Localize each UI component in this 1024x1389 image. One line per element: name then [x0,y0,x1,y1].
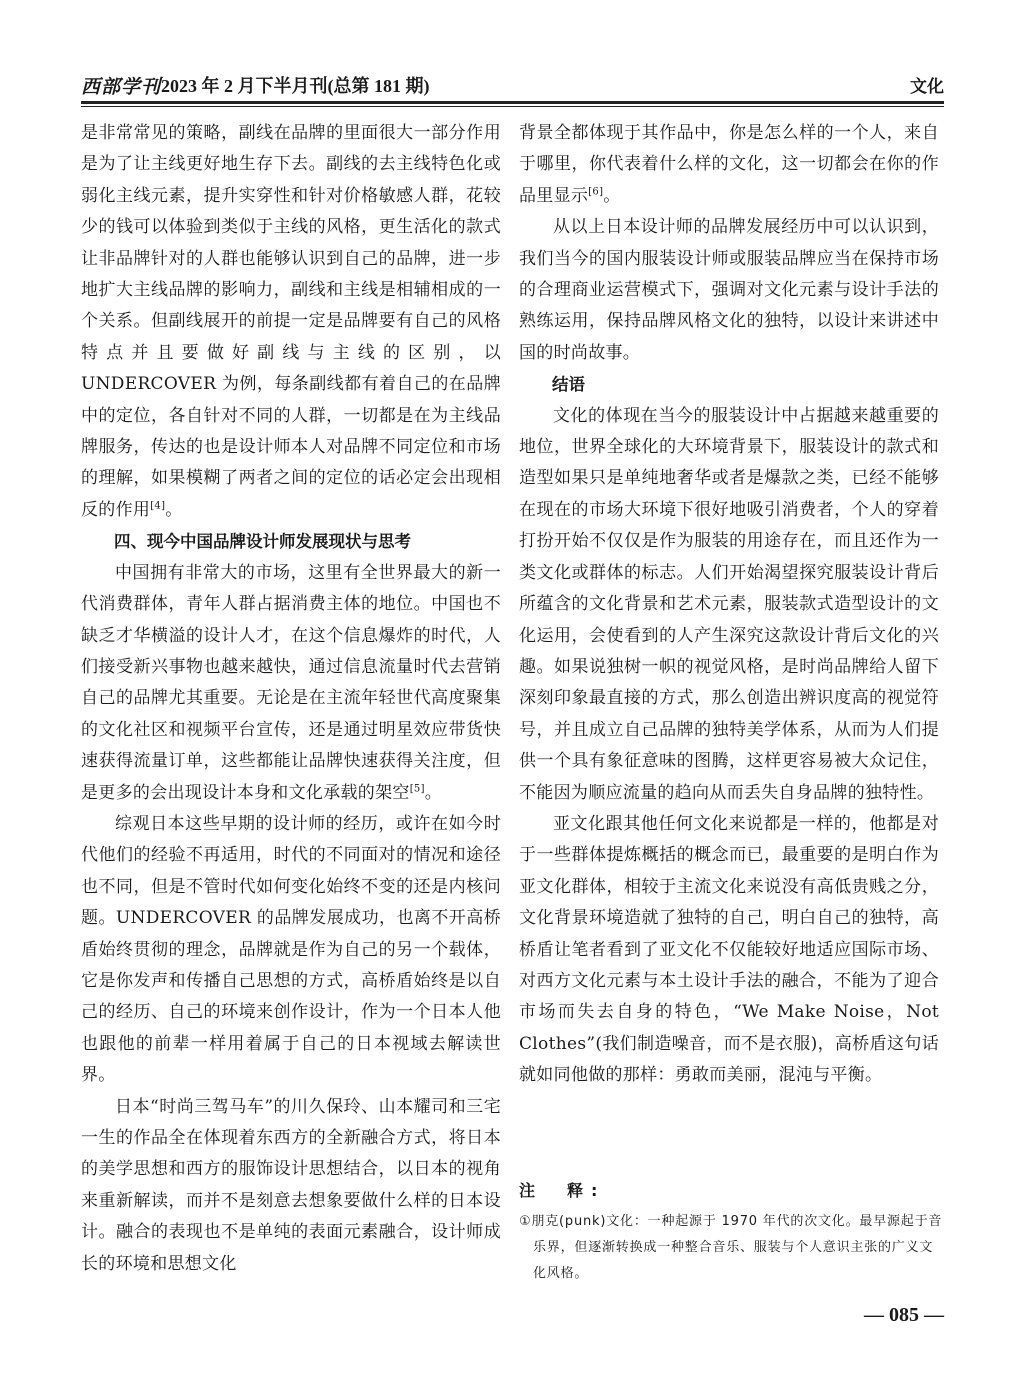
notes-section [519,1178,944,1287]
header-rule-thick [81,101,944,104]
issue-info: 2023 年 2 月下半月刊(总第 181 期) [161,76,430,96]
notes-title: 注 释: [519,1181,606,1200]
footnote: ①朋克(punk)文化：一种起源于 1970 年代的次文化。最早源起于音乐界，但逐渐转换成一种整合音乐、服装与个人意识主张的广义文化风格。 [519,1214,943,1281]
paragraph-text: 背景全都体现于其作品中，你是怎么样的一个人，来自于哪里，你代表着什么样的文化，这一切都会在你的作品里显示 [519,123,939,206]
paragraph: 综观日本这些早期的设计师的经历，或许在如今时代他们的经验不再适用，时代的不同面对的情况和途径也不同，但是不管时代如何变化始终不变的还是内核问题。UNDERCOVER 的品牌发展成功，也离不开高桥盾始终贯彻的理念，品牌就是作为自己的另一个载体，它是你发声和传播自己思想的方式，高桥盾始终是以自己的经历、自己的环境来创作设计，作为一个日本人他也跟他的前辈一样用着属于自己的日本视域去解读世界。 [81,813,501,1086]
section-heading: 四、现今中国品牌设计师发展现状与思考 [114,532,411,552]
paragraph-text: 中国拥有非常大的市场，这里有全世界最大的新一代消费群体，青年人群占据消费主体的地位。中国也不缺乏才华横溢的设计人才，在这个信息爆炸的时代，人们接受新兴事物也越来越快，通过信息流量时代去营销自己的品牌尤其重要。无论是在主流年轻世代高度聚集的文化社区和视频平台宣传，还是通过明星效应带货快速获得流量订单，这些都能让品牌快速获得关注度，但是更多的会出现设计本身和文化承载的架空 [81,562,501,803]
paragraph: 背景全都体现于其作品中，你是怎么样的一个人，来自于哪里，你代表着什么样的文化，这一切都会在你的作品里显示[6]。 [519,123,939,206]
header-rule-thin [81,106,944,107]
citation-ref: [5] [409,782,425,794]
paragraph: 文化的体现在当今的服装设计中占据越来越重要的地位，世界全球化的大环境背景下，服装设计的款式和造型如果只是单纯地奢华或者是爆款之类，已经不能够在现在的市场大环境下很好地吸引消费者，个人的穿着打扮开始不仅仅是作为服装的用途存在，而且还作为一类文化或群体的标志。人们开始渴望探究服装设计背后所蕴含的文化背景和艺术元素，服装款式造型设计的文化运用，会使看到的人产生深究这款设计背后文化的兴趣。如果说独树一帜的视觉风格，是时尚品牌给人留下深刻印象最直接的方式，那么创造出辨识度高的视觉符号，并且成立自己品牌的独特美学体系，从而为人们提供一个具有象征意味的图腾，这样更容易被大众记住，不能因为顺应流量的趋向从而丢失自身品牌的独特性。 [519,405,939,803]
paragraph: 亚文化跟其他任何文化来说都是一样的，他都是对于一些群体提炼概括的概念而已，最重要的是明白作为亚文化群体，相较于主流文化来说没有高低贵贱之分，文化背景环境造就了独特的自己，明白自己的独特，高桥盾让笔者看到了亚文化不仅能较好地适应国际市场、对西方文化元素与本土设计手法的融合，不能为了迎合市场而失去自身的特色，“We Make Noise，Not Clothes”(我们制造噪音，而不是衣服)，高桥盾这句话就如同他做的那样：勇敢而美丽，混沌与平衡。 [519,813,939,1086]
journal-logo: 西部学刊 [81,76,162,98]
paragraph: 是非常常见的策略，副线在品牌的里面很大一部分作用是为了让主线更好地生存下去。副线的去主线特色化或弱化主线元素，提升实穿性和针对价格敏感人群，花较少的钱可以体验到类似于主线的风格，更生活化的款式让非品牌针对的人群也能够认识到自己的品牌，进一步地扩大主线品牌的影响力，副线和主线是相辅相成的一个关系。但副线展开的前提一定是品牌要有自己的风格特点并且要做好副线与主线的区别，以 UNDERCOVER 为例，每条副线都有着自己的在品牌中的定位，各自针对不同的人群，一切都是在为主线品牌服务，传达的也是设计师本人对品牌不同定位和市场的理解，如果模糊了两者之间的定位的话必定会出现相反的作用[4]。 [81,123,501,520]
paragraph: 从以上日本设计师的品牌发展经历中可以认识到，我们当今的国内服装设计师或服装品牌应当在保持市场的合理商业运营模式下，强调对文化元素与设计手法的熟练运用，保持品牌风格文化的独特，以设计来讲述中国的时尚故事。 [519,217,939,363]
page-number: — 085 — [864,1304,944,1326]
citation-ref: [6] [588,186,604,198]
paragraph: 日本“时尚三驾马车”的川久保玲、山本耀司和三宅一生的作品全在体现着东西方的全新融合方式，将日本的美学思想和西方的服饰设计思想结合，以日本的视角来重新解读，而并不是刻意去想象要做什么样的日本设计。融合的表现也不是单纯的表面元素融合，设计师成长的环境和思想文化 [81,1096,501,1274]
section-label: 文化 [910,77,944,97]
paragraph-text: 是非常常见的策略，副线在品牌的里面很大一部分作用是为了让主线更好地生存下去。副线的去主线特色化或弱化主线元素，提升实穿性和针对价格敏感人群，花较少的钱可以体验到类似于主线的风格，更生活化的款式让非品牌针对的人群也能够认识到自己的品牌，进一步地扩大主线品牌的影响力，副线和主线是相辅相成的一个关系。但副线展开的前提一定是品牌要有自己的风格特点并且要做好副线与主线的区别，以 UNDERCOVER 为例，每条副线都有着自己的在品牌中的定位，各自针对不同的人群，一切都是在为主线品牌服务，传达的也是设计师本人对品牌不同定位和市场的理解，如果模糊了两者之间的定位的话必定会出现相反的作用 [81,123,501,520]
right-column [519,118,939,1092]
paragraph: 中国拥有非常大的市场，这里有全世界最大的新一代消费群体，青年人群占据消费主体的地位。中国也不缺乏才华横溢的设计人才，在这个信息爆炸的时代，人们接受新兴事物也越来越快，通过信息流量时代去营销自己的品牌尤其重要。无论是在主流年轻世代高度聚集的文化社区和视频平台宣传，还是通过明星效应带货快速获得流量订单，这些都能让品牌快速获得关注度，但是更多的会出现设计本身和文化承载的架空[5]。 [81,562,501,803]
section-heading: 结语 [552,375,585,395]
left-column [81,118,501,1280]
page-header [81,70,944,98]
citation-ref: [4] [150,500,166,512]
